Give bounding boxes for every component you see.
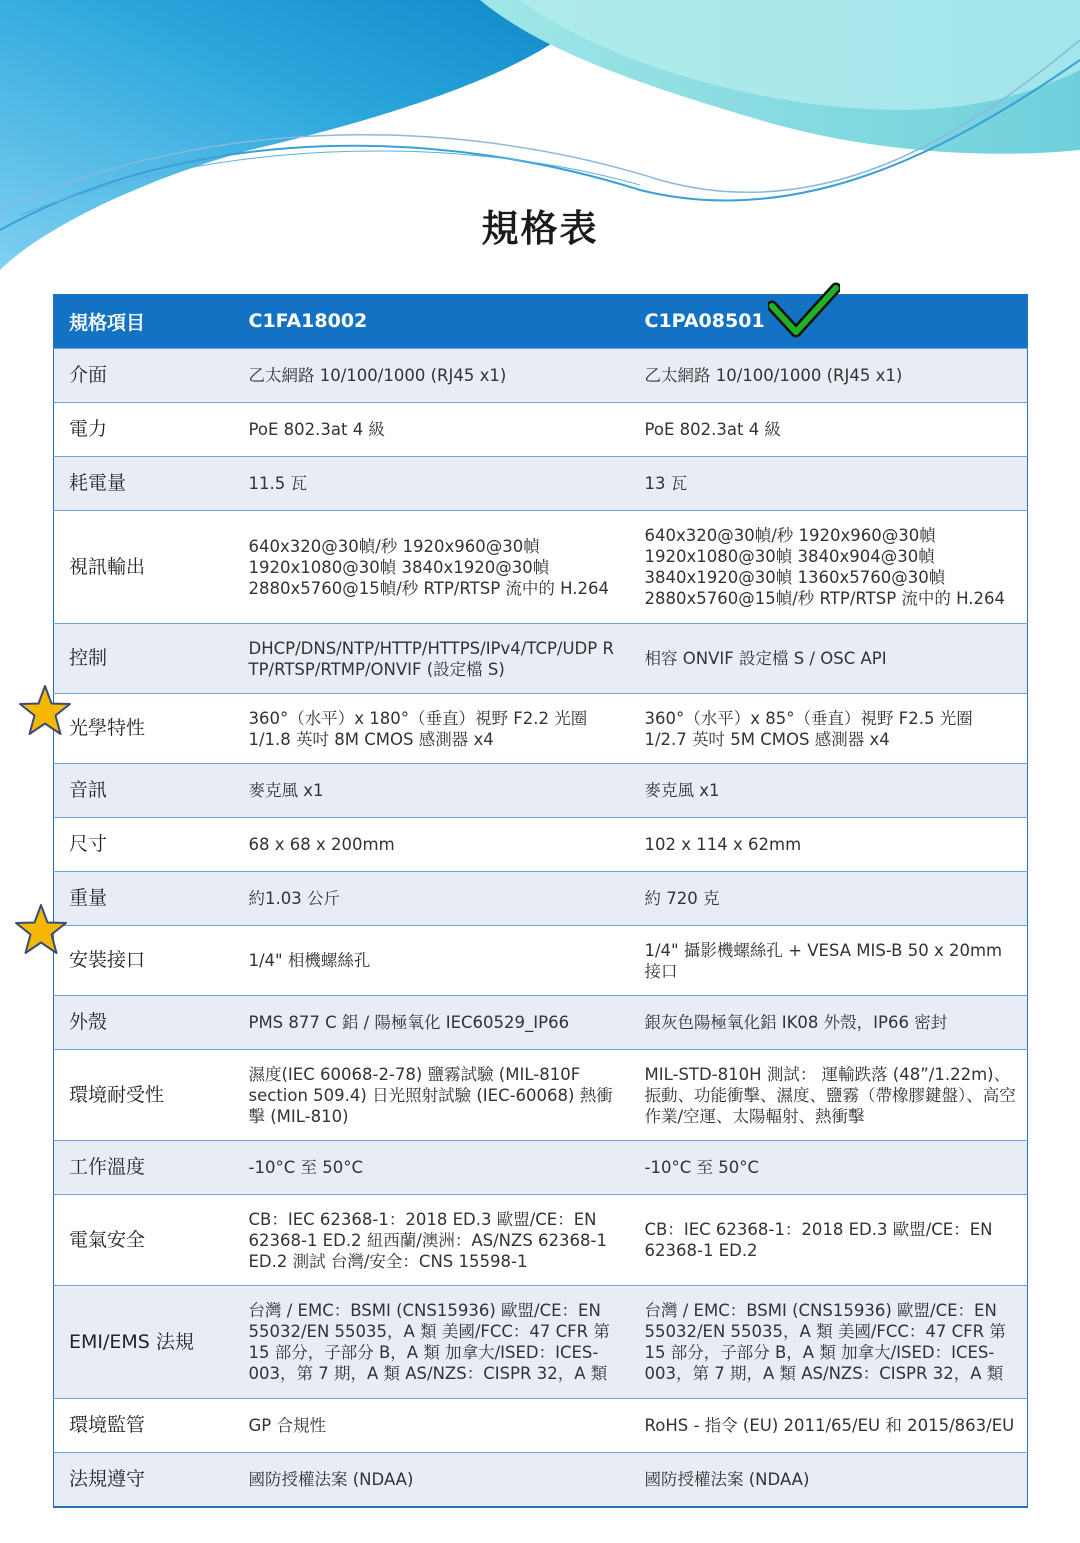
spec-value-a: PoE 802.3at 4 級	[234, 403, 630, 457]
spec-value-a: DHCP/DNS/NTP/HTTP/HTTPS/IPv4/TCP/UDP RTP/RTSP/RTMP/ONVIF (設定檔 S)	[234, 624, 630, 694]
spec-name: 環境耐受性	[54, 1050, 234, 1141]
spec-name: 法規遵守	[54, 1453, 234, 1507]
spec-name: 音訊	[54, 764, 234, 818]
table-row	[54, 624, 1028, 694]
table-row	[54, 1050, 1028, 1141]
table-header-row	[54, 294, 1028, 349]
spec-value-b: 1/4" 攝影機螺絲孔 + VESA MIS-B 50 x 20mm 接口	[630, 926, 1028, 996]
spec-value-a: 國防授權法案 (NDAA)	[234, 1453, 630, 1507]
spec-value-a: 乙太網路 10/100/1000 (RJ45 x1)	[234, 349, 630, 403]
spec-value-a: 濕度(IEC 60068-2-78) 鹽霧試驗 (MIL-810F section 509.4) 日光照射試驗 (IEC-60068) 熱衝擊 (MIL-810)	[234, 1050, 630, 1141]
spec-value-a: CB：IEC 62368-1：2018 ED.3 歐盟/CE：EN 62368-1 ED.2 紐西蘭/澳洲：AS/NZS 62368-1 ED.2 測試 台灣/安全：CNS 15598-1	[234, 1195, 630, 1286]
spec-name: 視訊輸出	[54, 511, 234, 624]
spec-value-b: 相容 ONVIF 設定檔 S / OSC API	[630, 624, 1028, 694]
spec-value-a: 11.5 瓦	[234, 457, 630, 511]
table-row	[54, 764, 1028, 818]
spec-value-a: 1/4" 相機螺絲孔	[234, 926, 630, 996]
spec-value-b: MIL-STD-810H 測試： 運輸跌落 (48”/1.22m)、振動、功能衝擊、濕度、鹽霧（帶橡膠鍵盤）、高空作業/空運、太陽輻射、熱衝擊	[630, 1050, 1028, 1141]
spec-value-a: 68 x 68 x 200mm	[234, 818, 630, 872]
table-row	[54, 1195, 1028, 1286]
spec-value-b: 102 x 114 x 62mm	[630, 818, 1028, 872]
spec-name: 控制	[54, 624, 234, 694]
spec-value-b: 約 720 克	[630, 872, 1028, 926]
spec-value-b: 360°（水平）x 85°（垂直）視野 F2.5 光圈 1/2.7 英吋 5M CMOS 感測器 x4	[630, 694, 1028, 764]
table-row	[54, 457, 1028, 511]
table-row	[54, 872, 1028, 926]
spec-name: 外殼	[54, 996, 234, 1050]
spec-value-b: 台灣 / EMC：BSMI (CNS15936) 歐盟/CE：EN 55032/EN 55035，A 類 美國/FCC：47 CFR 第 15 部分，子部分 B，A 類 加拿大/ISED：ICES-003，第 7 期，A 類 AS/NZS：CISPR 32，A 類	[630, 1286, 1028, 1399]
column-header-model-b: C1PA08501	[630, 294, 1028, 349]
table-row	[54, 996, 1028, 1050]
spec-name: 環境監管	[54, 1399, 234, 1453]
spec-value-b: 銀灰色陽極氧化鋁 IK08 外殼，IP66 密封	[630, 996, 1028, 1050]
spec-value-b: RoHS - 指令 (EU) 2011/65/EU 和 2015/863/EU	[630, 1399, 1028, 1453]
table-row	[54, 1141, 1028, 1195]
spec-value-a: 360°（水平）x 180°（垂直）視野 F2.2 光圈 1/1.8 英吋 8M CMOS 感測器 x4	[234, 694, 630, 764]
spec-name: 安裝接口	[54, 926, 234, 996]
spec-value-b: 13 瓦	[630, 457, 1028, 511]
spec-table	[53, 294, 1028, 1508]
spec-name: EMI/EMS 法規	[54, 1286, 234, 1399]
column-header-item: 規格項目	[54, 294, 234, 349]
star-icon	[17, 683, 73, 739]
table-row	[54, 1399, 1028, 1453]
spec-value-a: 640x320@30幀/秒 1920x960@30幀 1920x1080@30幀 3840x1920@30幀 2880x5760@15幀/秒 RTP/RTSP 流中的 H.264	[234, 511, 630, 624]
table-row	[54, 1286, 1028, 1399]
spec-name: 電氣安全	[54, 1195, 234, 1286]
spec-value-b: 麥克風 x1	[630, 764, 1028, 818]
spec-value-b: PoE 802.3at 4 級	[630, 403, 1028, 457]
checkmark-icon	[768, 282, 840, 338]
spec-value-b: 640x320@30幀/秒 1920x960@30幀 1920x1080@30幀 3840x904@30幀 3840x1920@30幀 1360x5760@30幀 2880x5760@15幀/秒 RTP/RTSP 流中的 H.264	[630, 511, 1028, 624]
spec-value-b: 乙太網路 10/100/1000 (RJ45 x1)	[630, 349, 1028, 403]
table-row	[54, 1453, 1028, 1507]
spec-value-b: CB：IEC 62368-1：2018 ED.3 歐盟/CE：EN 62368-1 ED.2	[630, 1195, 1028, 1286]
spec-value-a: 麥克風 x1	[234, 764, 630, 818]
spec-name: 重量	[54, 872, 234, 926]
column-header-model-a: C1FA18002	[234, 294, 630, 349]
table-row	[54, 511, 1028, 624]
spec-name: 光學特性	[54, 694, 234, 764]
table-row	[54, 818, 1028, 872]
table-row	[54, 349, 1028, 403]
spec-value-a: GP 合規性	[234, 1399, 630, 1453]
spec-value-a: PMS 877 C 鋁 / 陽極氧化 IEC60529_IP66	[234, 996, 630, 1050]
spec-name: 耗電量	[54, 457, 234, 511]
spec-name: 電力	[54, 403, 234, 457]
star-icon	[13, 902, 69, 958]
spec-value-a: 台灣 / EMC：BSMI (CNS15936) 歐盟/CE：EN 55032/EN 55035，A 類 美國/FCC：47 CFR 第 15 部分，子部分 B，A 類 加拿大/ISED：ICES-003，第 7 期，A 類 AS/NZS：CISPR 32，A 類	[234, 1286, 630, 1399]
table-row	[54, 926, 1028, 996]
page-title: 規格表	[481, 207, 599, 250]
table-row	[54, 694, 1028, 764]
spec-value-b: -10°C 至 50°C	[630, 1141, 1028, 1195]
spec-value-a: 約1.03 公斤	[234, 872, 630, 926]
spec-value-b: 國防授權法案 (NDAA)	[630, 1453, 1028, 1507]
table-row	[54, 403, 1028, 457]
spec-value-a: -10°C 至 50°C	[234, 1141, 630, 1195]
spec-name: 工作溫度	[54, 1141, 234, 1195]
spec-name: 尺寸	[54, 818, 234, 872]
spec-name: 介面	[54, 349, 234, 403]
